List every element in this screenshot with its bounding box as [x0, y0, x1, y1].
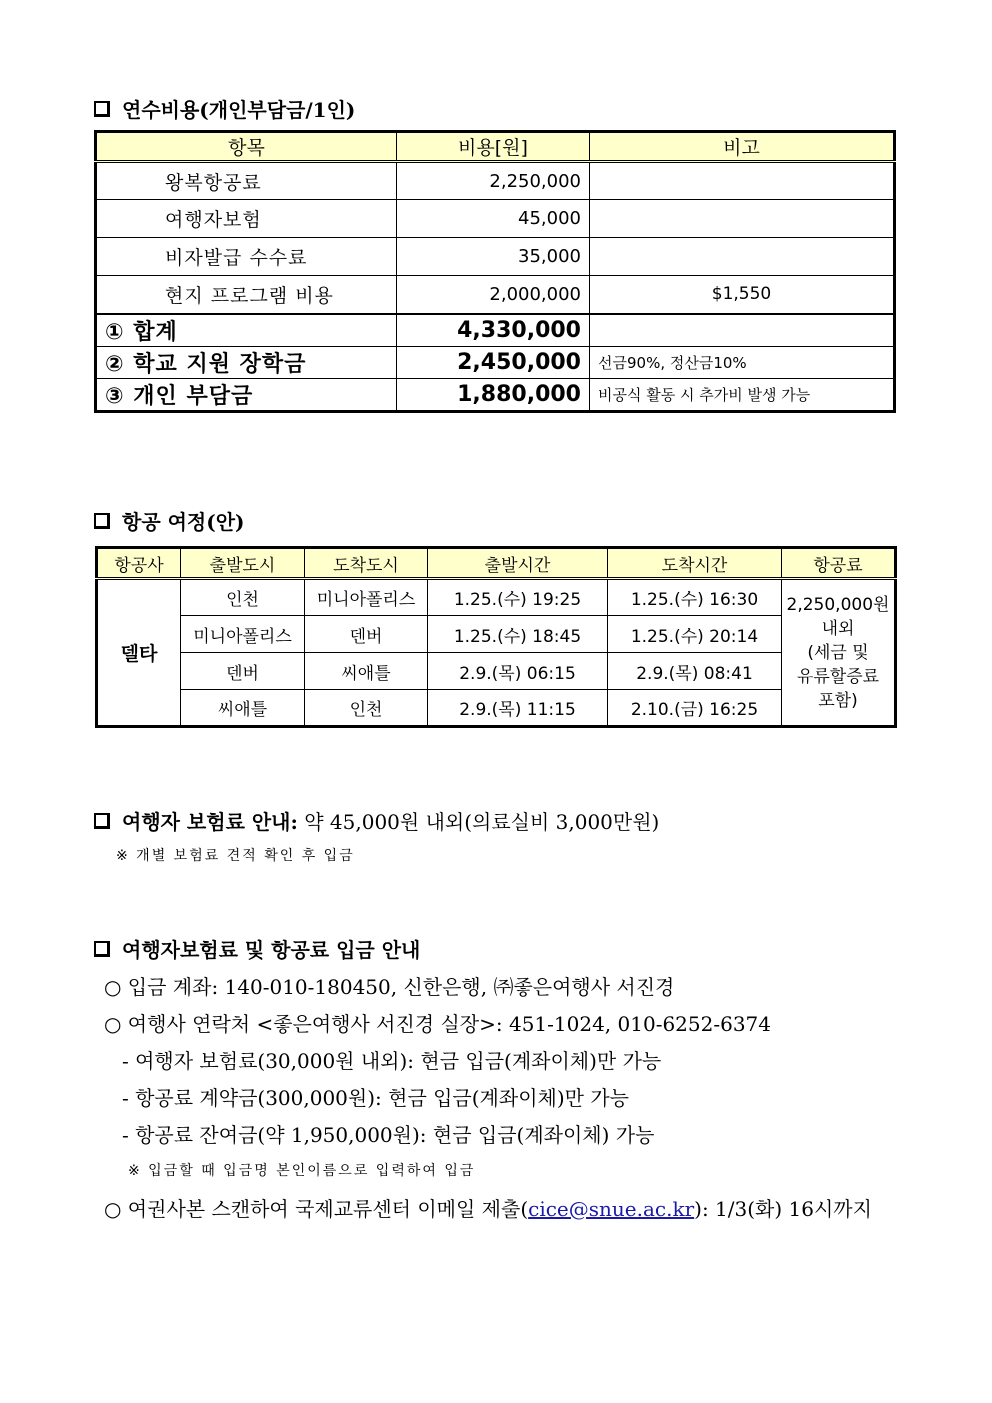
table-row: 씨애틀 인천 2.9.(목) 11:15 2.10.(금) 16:25 — [97, 690, 896, 727]
summary-row-scholarship: ② 학교 지원 장학금 2,450,000 선금90%, 정산금10% — [96, 346, 895, 378]
flight-table — [95, 546, 897, 728]
email-link[interactable]: cice@snue.ac.kr — [528, 1197, 695, 1221]
fare-cell: 2,250,000원 내외 (세금 및 유류할증료 포함) — [782, 579, 896, 727]
table-row: 왕복항공료 2,250,000 — [96, 162, 895, 200]
table-row: 현지 프로그램 비용 2,000,000 $1,550 — [96, 276, 895, 314]
passport-instruction: ○ 여권사본 스캔하여 국제교류센터 이메일 제출(cice@snue.ac.kr): 1/3(화) 16시까지 — [104, 1197, 872, 1221]
table-row: 여행자보험 45,000 — [96, 200, 895, 238]
payment-note: ※ 입금할 때 입금명 본인이름으로 입력하여 입금 — [128, 1163, 476, 1179]
table-row: 미니아폴리스 덴버 1.25.(수) 18:45 1.25.(수) 20:14 — [97, 616, 896, 653]
header-cost: 비용[원] — [397, 132, 590, 162]
header-fare: 항공료 — [782, 548, 896, 579]
checkbox-square-icon — [94, 941, 110, 957]
table-row: 비자발급 수수료 35,000 — [96, 238, 895, 276]
table-row: 델타 인천 미니아폴리스 1.25.(수) 19:25 1.25.(수) 16:30 2,250,000원 내외 (세금 및 유류할증료 포함) — [97, 579, 896, 616]
insurance-note: ※ 개별 보험료 견적 확인 후 입금 — [116, 848, 355, 864]
header-from: 출발도시 — [181, 548, 305, 579]
payment-item-balance: - 항공료 잔여금(약 1,950,000원): 현금 입금(계좌이체) 가능 — [122, 1123, 655, 1147]
header-to: 도착도시 — [305, 548, 428, 579]
header-airline: 항공사 — [97, 548, 181, 579]
payment-account: ○ 입금 계좌: 140-010-180450, 신한은행, ㈜좋은여행사 서진경 — [104, 975, 675, 999]
checkbox-square-icon — [94, 513, 110, 529]
payment-item-insurance: - 여행자 보험료(30,000원 내외): 현금 입금(계좌이체)만 가능 — [122, 1049, 662, 1073]
cost-table — [94, 130, 896, 413]
agency-contact: ○ 여행사 연락처 <좋은여행사 서진경 실장>: 451-1024, 010-6252-6374 — [104, 1012, 772, 1036]
section-flight-title: 항공 여정(안) — [94, 506, 245, 535]
section-cost-title: 연수비용(개인부담금/1인) — [94, 94, 355, 123]
header-note: 비고 — [590, 132, 895, 162]
checkbox-square-icon — [94, 813, 110, 829]
summary-row-total: ① 합계 4,330,000 — [96, 314, 895, 347]
table-row: 덴버 씨애틀 2.9.(목) 06:15 2.9.(목) 08:41 — [97, 653, 896, 690]
airline-cell: 델타 — [97, 579, 181, 727]
checkbox-square-icon — [94, 101, 110, 117]
payment-item-deposit: - 항공료 계약금(300,000원): 현금 입금(계좌이체)만 가능 — [122, 1086, 629, 1110]
header-arrival: 도착시간 — [608, 548, 782, 579]
header-departure: 출발시간 — [428, 548, 608, 579]
header-item: 항목 — [96, 132, 397, 162]
section-payment-title: 여행자보험료 및 항공료 입금 안내 — [94, 934, 420, 963]
summary-row-personal: ③ 개인 부담금 1,880,000 비공식 활동 시 추가비 발생 가능 — [96, 378, 895, 411]
section-insurance-title: 여행자 보험료 안내: 약 45,000원 내외(의료실비 3,000만원) — [94, 806, 659, 835]
